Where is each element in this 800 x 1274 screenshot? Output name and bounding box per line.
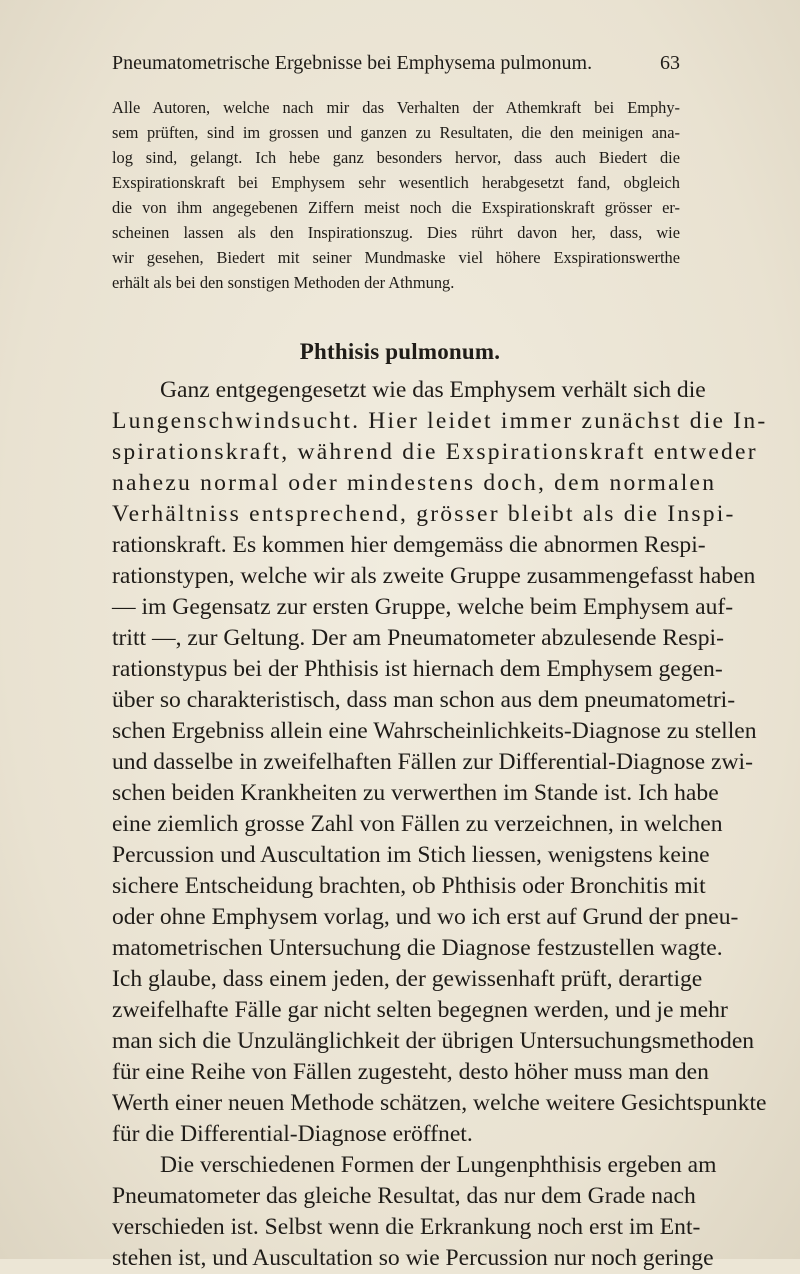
- body-line: Werth einer neuen Methode schätzen, welche weitere Gesichtspunkte: [112, 1090, 767, 1116]
- intro-line: die von ihm angegebenen Ziffern meist noch die Exspirationskraft grösser er-: [112, 198, 680, 217]
- intro-line: wir gesehen, Biedert mit seiner Mundmaske viel höhere Exspirationswerthe: [112, 248, 680, 267]
- body-line: Verhältniss entsprechend, grösser bleibt als die Inspi-: [112, 501, 736, 527]
- body-line: man sich die Unzulänglichkeit der übrigen Untersuchungsmethoden: [112, 1028, 755, 1054]
- body-line: matometrischen Untersuchung die Diagnose festzustellen wagte.: [112, 935, 723, 961]
- body-line: zweifelhafte Fälle gar nicht selten begegnen werden, und je mehr: [112, 997, 728, 1023]
- intro-line: scheinen lassen als den Inspirationszug. Dies rührt davon her, dass, wie: [112, 223, 680, 242]
- body-line: rationstypus bei der Phthisis ist hiernach dem Emphysem gegen-: [112, 656, 723, 682]
- body-line: — im Gegensatz zur ersten Gruppe, welche beim Emphysem auf-: [112, 594, 734, 620]
- body-line: nahezu normal oder mindestens doch, dem normalen: [112, 470, 717, 496]
- body-line: Ich glaube, dass einem jeden, der gewissenhaft prüft, derartige: [112, 966, 703, 992]
- intro-line: erhält als bei den sonstigen Methoden der Athmung.: [112, 273, 455, 292]
- body-line: spirationskraft, während die Exspirationskraft entweder: [112, 439, 758, 465]
- running-header: [112, 48, 680, 78]
- body-line: tritt —, zur Geltung. Der am Pneumatometer abzulesende Respi-: [112, 625, 724, 651]
- body-line: Pneumatometer das gleiche Resultat, das nur dem Grade nach: [112, 1183, 696, 1209]
- body-line: Ganz entgegengesetzt wie das Emphysem verhält sich die: [160, 377, 706, 403]
- body-line: oder ohne Emphysem vorlag, und wo ich erst auf Grund der pneu-: [112, 904, 739, 930]
- intro-line: log sind, gelangt. Ich hebe ganz besonders hervor, dass auch Biedert die: [112, 148, 680, 167]
- body-line: schen beiden Krankheiten zu verwerthen im Stande ist. Ich habe: [112, 780, 719, 806]
- running-title: Pneumatometrische Ergebnisse bei Emphysema pulmonum.: [112, 52, 593, 74]
- intro-line: Exspirationskraft bei Emphysem sehr wesentlich herabgesetzt fand, obgleich: [112, 173, 680, 192]
- body-line: Percussion und Auscultation im Stich liessen, wenigstens keine: [112, 842, 710, 868]
- body-line: rationskraft. Es kommen hier demgemäss die abnormen Respi-: [112, 532, 706, 558]
- body-line: Lungenschwindsucht. Hier leidet immer zunächst die In-: [112, 408, 768, 434]
- body-line: rationstypen, welche wir als zweite Gruppe zusammengefasst haben: [112, 563, 756, 589]
- body-line: und dasselbe in zweifelhaften Fällen zur Differential-Diagnose zwi-: [112, 749, 753, 775]
- body-line: schen Ergebniss allein eine Wahrscheinlichkeits-Diagnose zu stellen: [112, 718, 757, 744]
- body-line: verschieden ist. Selbst wenn die Erkrankung noch erst im Ent-: [112, 1214, 701, 1240]
- intro-line: Alle Autoren, welche nach mir das Verhalten der Athemkraft bei Emphy-: [112, 98, 680, 117]
- body-line: für eine Reihe von Fällen zugesteht, desto höher muss man den: [112, 1059, 709, 1085]
- body-line: für die Differential-Diagnose eröffnet.: [112, 1121, 473, 1147]
- body-line: eine ziemlich grosse Zahl von Fällen zu verzeichnen, in welchen: [112, 811, 723, 837]
- intro-line: sem prüften, sind im grossen und ganzen zu Resultaten, die den meinigen ana-: [112, 123, 680, 142]
- page-number: 63: [660, 52, 680, 74]
- body-line: Die verschiedenen Formen der Lungenphthisis ergeben am: [160, 1152, 717, 1178]
- body-line: über so charakteristisch, dass man schon aus dem pneumatometri-: [112, 687, 736, 713]
- section-heading: Phthisis pulmonum.: [299, 339, 501, 364]
- body-line: sichere Entscheidung brachten, ob Phthisis oder Bronchitis mit: [112, 873, 706, 899]
- body-line: stehen ist, und Auscultation so wie Percussion nur noch geringe: [112, 1245, 714, 1271]
